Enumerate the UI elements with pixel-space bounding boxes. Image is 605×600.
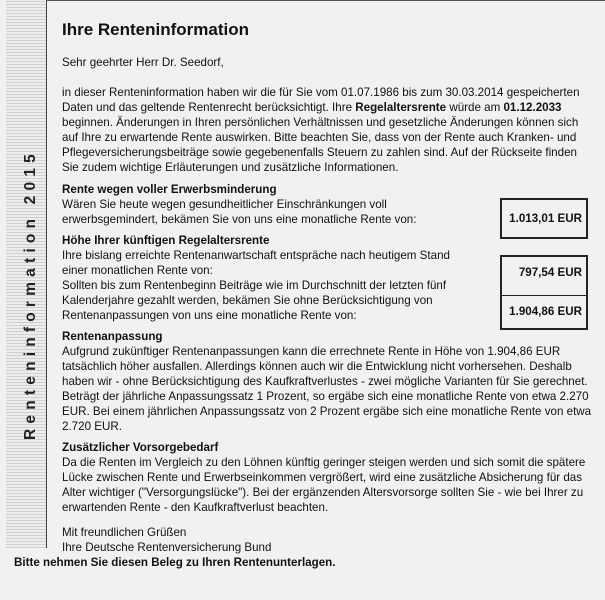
intro-bold-regelaltersrente: Regelaltersrente xyxy=(355,101,447,114)
erwerbsminderung-title: Rente wegen voller Erwerbsminderung xyxy=(62,183,277,196)
footer-note: Bitte nehmen Sie diesen Beleg zu Ihren Rentenunterlagen. xyxy=(14,556,336,569)
intro-bold-date: 01.12.2033 xyxy=(503,101,562,114)
vorsorgebedarf-title: Zusätzlicher Vorsorgebedarf xyxy=(62,441,219,454)
top-rule xyxy=(46,0,605,1)
amount-box-erwerbsminderung xyxy=(500,198,588,239)
amount-erwerbsminderung: 1.013,01 EUR xyxy=(509,212,582,225)
closing xyxy=(62,525,592,555)
rentenanpassung-text: Aufgrund zukünftiger Rentenanpassungen kann die errechnete Rente in Höhe von 1.904,86 EUR tatsächlich höher ausfallen. Allerdings können auch wir die Entwicklung nicht vorhersehen. Deshalb haben wir - ohne Berücksichtigung des Kaufkraftverlustes - zwei mögliche Varianten für Sie gerechnet. Beträgt der jährliche Anpassungssatz 1 Prozent, so ergäbe sich eine monatliche Rente von etwa 2.270 EUR. Bei einem jährlichen Anpassungssatz von 2 Prozent ergäbe sich eine monatliche Rente von etwa 2.720 EUR. xyxy=(62,345,592,433)
section-rentenanpassung xyxy=(62,329,592,434)
closing-sender: Ihre Deutsche Rentenversicherung Bund xyxy=(62,541,272,554)
rentenanpassung-title: Rentenanpassung xyxy=(62,330,163,343)
page-title: Ihre Renteninformation xyxy=(62,20,250,39)
intro-text-3: beginnen. Änderungen in Ihren persönlichen Verhältnissen und gesetzliche Änderungen können sich auf Ihre zu erwartende Rente auswirken. Bitte beachten Sie, dass von der Rente auch Kranken- und Pflegeversicherungsbeiträge sowie gegebenenfalls Steuern zu zahlen sind. Auf der Rückseite finden Sie zudem wichtige Erläuterungen und zusätzliche Informationen. xyxy=(62,116,579,174)
sidebar-band xyxy=(6,0,47,548)
intro-paragraph xyxy=(62,85,592,175)
vorsorgebedarf-text: Da die Renten im Vergleich zu den Löhnen künftig geringer steigen werden und sich somit die spätere Lücke zwischen Rente und Erwerbseinkommen vergrößert, wird eine zusätzliche Absicherung für das Alter wichtiger ("Versorgungslücke"). Bei der ergänzenden Altersvorsorge sollten Sie - wie bei Ihrer zu erwartenden Rente - den Kaufkraftverlust beachten. xyxy=(62,456,586,514)
salutation: Sehr geehrter Herr Dr. Seedorf, xyxy=(62,56,224,69)
section-vorsorgebedarf xyxy=(62,440,592,515)
intro-text-2: würde am xyxy=(446,101,504,114)
closing-greeting: Mit freundlichen Grüßen xyxy=(62,526,187,539)
amount-regelaltersrente-current: 797,54 EUR xyxy=(518,266,582,279)
regelaltersrente-title: Höhe Ihrer künftigen Regelaltersrente xyxy=(62,234,270,247)
box-divider xyxy=(502,295,586,296)
regelaltersrente-text-2: Sollten bis zum Rentenbeginn Beiträge wie im Durchschnitt der letzten fünf Kalenderjahre gezahlt werden, bekämen Sie ohne Berücksichtigung von Rentenanpassungen von uns eine monatliche Rente von: xyxy=(62,279,447,322)
amount-box-regelaltersrente xyxy=(500,255,588,330)
regelaltersrente-text-1: Ihre bislang erreichte Rentenanwartschaft entspräche nach heutigem Stand einer monatlichen Rente von: xyxy=(62,249,450,277)
intro-text-1: in dieser Renteninformation haben wir die für Sie vom 01.07.1986 bis zum 30.03.2014 gespeicherten Daten und das geltende Rentenrecht berücksichtigt. Ihre xyxy=(62,86,580,114)
sidebar-label: Renteninformation 2015 xyxy=(22,149,39,440)
erwerbsminderung-text: Wären Sie heute wegen gesundheitlicher Einschränkungen voll erwerbsgemindert, bekämen Sie von uns eine monatliche Rente von: xyxy=(62,198,417,226)
amount-regelaltersrente-projected: 1.904,86 EUR xyxy=(509,305,582,318)
